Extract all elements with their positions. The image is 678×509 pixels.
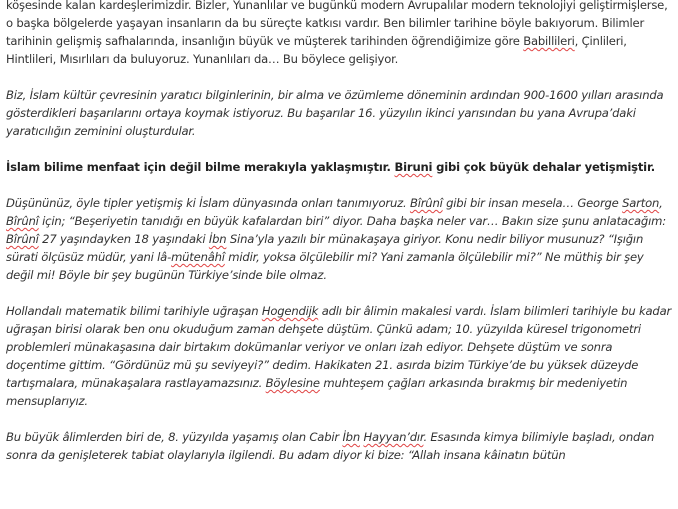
spellcheck-flagged-word: Bîrûnî [6,214,39,228]
spellcheck-flagged-word: İbn [342,430,360,444]
spellcheck-flagged-word: Bîrûnî [6,232,39,246]
text-run: Hollandalı matematik bilimi tarihiyle uğraşan [6,304,262,318]
paragraph-cabir [6,428,672,464]
section-heading [6,158,672,176]
paragraph-islam-kultur [6,86,672,140]
text-run: . Esasında kimya bilimiyle başladı, ondan sonra da genişleterek tabiat olaylarıyla ilgilendi. Bu adam diyor ki bize: “Allah insana kâinatın bütün [6,430,655,462]
paragraph-bilimler-tarihi [6,0,672,68]
text-run: İslam bilime menfaat için değil bilme merakıyla yaklaşmıştır. [6,160,395,174]
spellcheck-flagged-word: Böylesine [265,376,320,390]
spellcheck-flagged-word: Babillileri [523,34,575,48]
spellcheck-flagged-word: Hayyan’dır [363,430,424,444]
text-run: 27 yaşındayken 18 yaşındaki [38,232,209,246]
spellcheck-flagged-word: Biruni [394,160,433,174]
paragraph-hogendijk [6,302,672,410]
text-run: , Çinlileri, Hintlileri, Mısırlıları da buluyoruz. Yunanlıları da… Bu böylece gelişiyor. [6,34,627,66]
text-run: gibi çok büyük dehalar yetişmiştir. [432,160,656,174]
text-run: Düşününüz, öyle tipler yetişmiş ki İslam dünyasında onları tanımıyoruz. [6,196,410,210]
spellcheck-flagged-word: mütenâhî [171,250,225,264]
text-run: muhteşem çağları arkasında bırakmış bir medeniyetin mensuplarıyız. [6,376,628,408]
text-run: Biz, İslam kültür çevresinin yaratıcı bilginlerinin, bir alma ve özümleme döneminin ardından 900-1600 yılları arasında gösterdikleri başarılarını ortaya koymak istiyoruz. Bu başarılar 16. yüzyılın ikinci yarısından bu yana Avrupa’daki yaratıcılığın zeminini oluşturdular. [6,88,664,138]
text-run: gibi bir insan mesela… George [442,196,623,210]
spellcheck-flagged-word: Bîrûnî [409,196,443,210]
text-run: için; “Beşeriyetin tanıdığı en büyük kafalardan biri” diyor. Daha başka neler var… Bakın size şunu anlatacağım: [38,214,666,228]
document-body [6,0,672,482]
spellcheck-flagged-word: Sarton [622,196,660,210]
text-run: Bu büyük âlimlerden biri de, 8. yüzyılda yaşamış olan Cabir [6,430,343,444]
spellcheck-flagged-word: İbn [208,232,227,246]
text-run: midir, yoksa ölçülebilir mi? Yani zamanla ölçülebilir mi?” Ne müthiş bir şey değil mi! Böyle bir şey bugünün Türkiye’sinde bile olmaz. [6,250,644,282]
text-run: Sina’yla yazılı bir münakaşaya giriyor. Konu nedir biliyor musunuz? “Işığın sürati ölçüsüz müdür, yani lâ- [6,232,644,264]
spellcheck-flagged-word: Hogendijk [261,304,319,318]
paragraph-biruni [6,194,672,284]
text-run: adlı bir âlimin makalesi vardı. İslam bilimleri tarihiyle bu kadar uğraşan birisi olarak ben onu okuduğum zaman dehşete düştüm. Çünkü adam; 10. yüzyılda küresel trigonometri problemleri münakaşasına dair birtakım dokümanlar veriyor ve onları izah ediyor. Dehşete düştüm ve sonra doçentime gittim. “Gördünüz mü şu seviyeyi?” dedim. Hakikaten 21. asırda bizim Türkiye’de bu yüksek düzeyde tartışmalara, münakaşalara rastlayamazsınız. [6,304,672,390]
text-run: , [659,196,663,210]
text-run: köşesinde kalan kardeşlerimizdir. Bizler, Yunanlılar ve bugünkü modern Avrupalılar modern teknolojiyi geliştirmişlerse, o başka bölgelerde yaşayan insanların da bu süreçte katkısı vardır. Ben bilimler tarihine böyle bakıyorum. Bilimler tarihinin gelişmiş safhalarında, insanlığın büyük ve müşterek tarihinden öğrendiğimize göre [6,0,668,48]
